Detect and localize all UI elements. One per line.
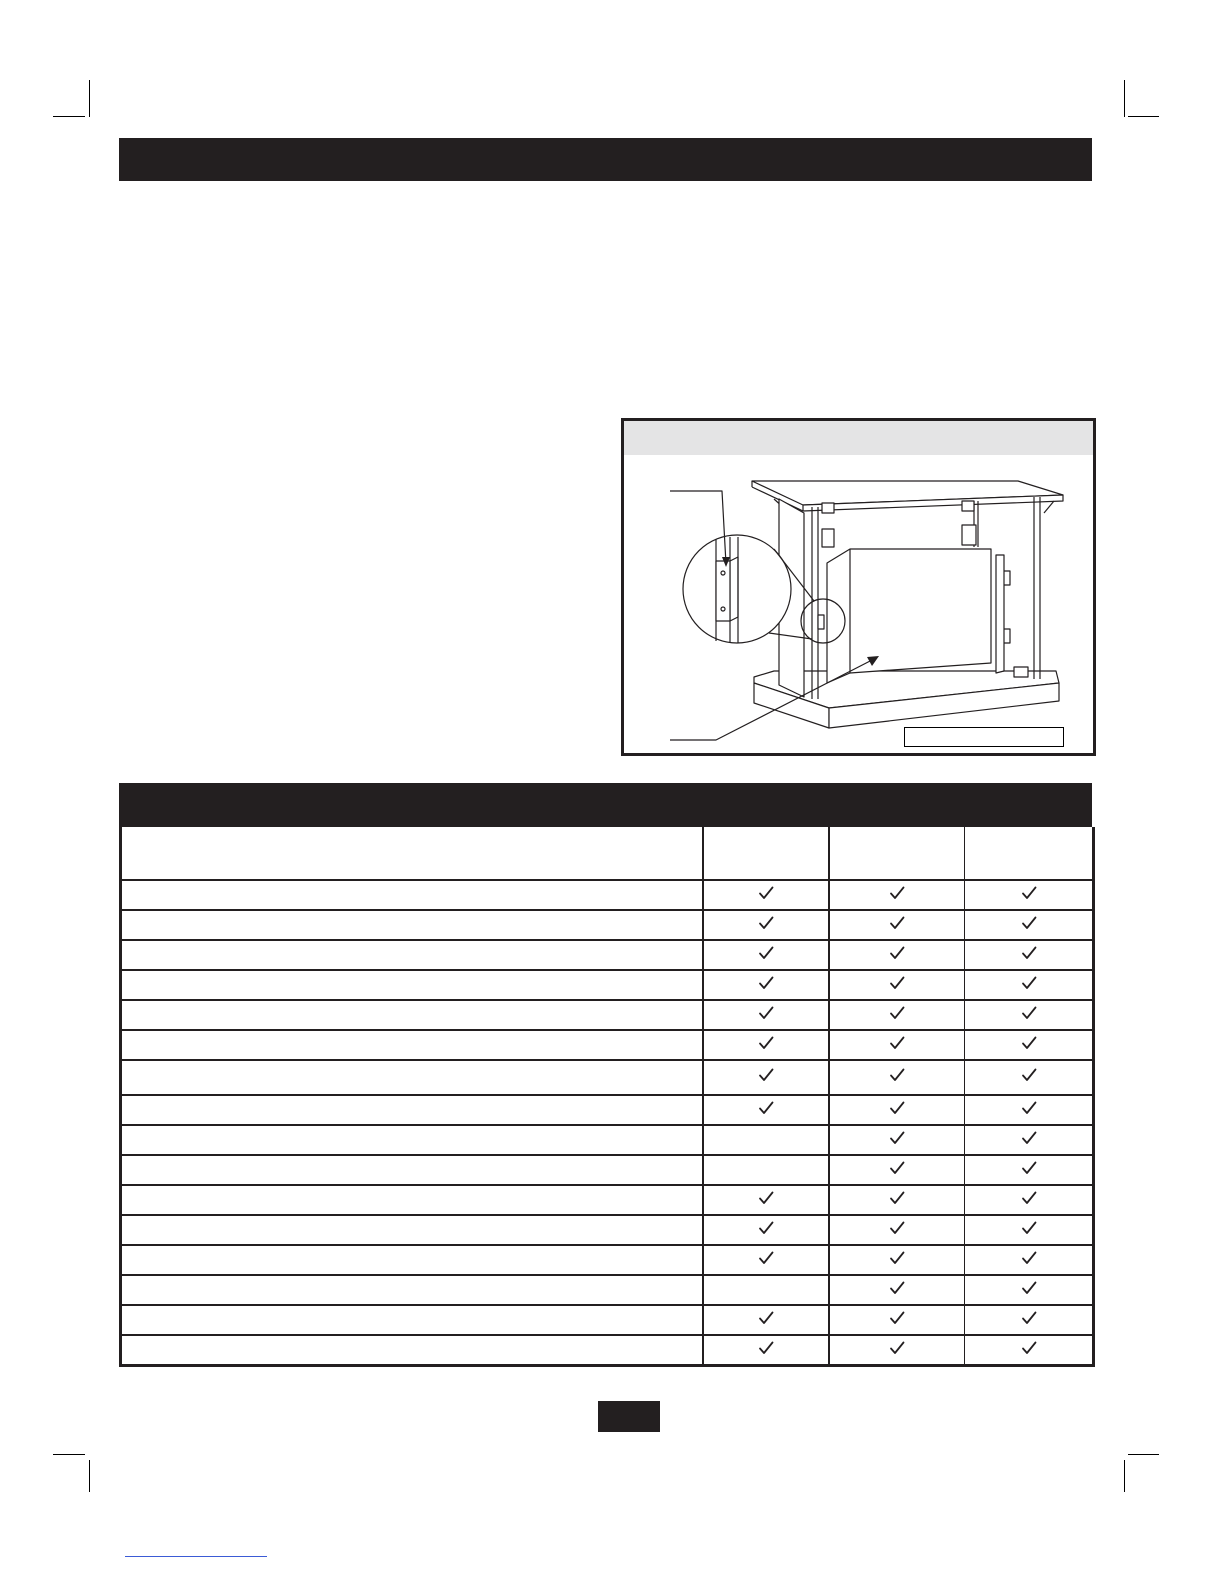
footer-link-underline[interactable] xyxy=(125,1556,267,1557)
header-model-2 xyxy=(829,827,965,880)
check-cell-model-1 xyxy=(703,1030,829,1060)
check-cell-model-3 xyxy=(965,1275,1094,1305)
checkmark-icon xyxy=(889,975,905,991)
table-row xyxy=(121,1060,1094,1095)
checkmark-icon xyxy=(1021,885,1037,901)
mounting-bracket-detail xyxy=(716,561,730,621)
feature-cell xyxy=(121,1030,703,1060)
table-row xyxy=(121,1030,1094,1060)
checkmark-icon xyxy=(758,1005,774,1021)
checkmark-icon xyxy=(1021,1035,1037,1051)
checkmark-icon xyxy=(1021,1100,1037,1116)
table-row xyxy=(121,1095,1094,1125)
checkmark-icon xyxy=(1021,1067,1037,1083)
crop-mark-top-left-v xyxy=(89,80,90,117)
check-cell-model-1 xyxy=(703,1185,829,1215)
check-cell-model-3 xyxy=(965,1245,1094,1275)
table-row xyxy=(121,1125,1094,1155)
feature-cell xyxy=(121,1215,703,1245)
feature-cell xyxy=(121,1335,703,1366)
crop-mark-top-left-h xyxy=(53,116,85,117)
feature-cell xyxy=(121,910,703,940)
checkmark-icon xyxy=(758,1190,774,1206)
checkmark-icon xyxy=(758,1250,774,1266)
header-model-1 xyxy=(703,827,829,880)
checkmark-icon xyxy=(1021,945,1037,961)
checkmark-icon xyxy=(889,1160,905,1176)
figure-panel xyxy=(621,418,1096,756)
enclosure-mounting-illustration xyxy=(624,421,1093,753)
checkmark-icon xyxy=(758,1100,774,1116)
crop-mark-bottom-left-h xyxy=(53,1454,85,1455)
check-cell-model-1 xyxy=(703,1060,829,1095)
checkmark-icon xyxy=(758,975,774,991)
check-cell-model-2 xyxy=(829,1185,965,1215)
check-cell-model-1 xyxy=(703,940,829,970)
check-cell-model-3 xyxy=(965,1060,1094,1095)
check-cell-model-1 xyxy=(703,1275,829,1305)
check-cell-model-2 xyxy=(829,940,965,970)
check-cell-model-2 xyxy=(829,1125,965,1155)
check-cell-model-2 xyxy=(829,1155,965,1185)
feature-cell xyxy=(121,940,703,970)
check-cell-model-3 xyxy=(965,1095,1094,1125)
feature-cell xyxy=(121,970,703,1000)
check-cell-model-3 xyxy=(965,1125,1094,1155)
feature-cell xyxy=(121,1125,703,1155)
feature-cell xyxy=(121,1000,703,1030)
checkmark-icon xyxy=(889,945,905,961)
header-feature xyxy=(121,827,703,880)
feature-cell xyxy=(121,1060,703,1095)
check-cell-model-1 xyxy=(703,1215,829,1245)
table-header-row xyxy=(121,827,1094,880)
check-cell-model-2 xyxy=(829,1305,965,1335)
table-row xyxy=(121,1155,1094,1185)
table-row xyxy=(121,1185,1094,1215)
checkmark-icon xyxy=(889,915,905,931)
table-row xyxy=(121,1245,1094,1275)
enclosure-box xyxy=(827,549,991,683)
checkmark-icon xyxy=(758,1220,774,1236)
check-cell-model-2 xyxy=(829,1000,965,1030)
checkmark-icon xyxy=(1021,1340,1037,1356)
check-cell-model-1 xyxy=(703,910,829,940)
table-title-bar xyxy=(119,783,1092,827)
table-row xyxy=(121,940,1094,970)
feature-cell xyxy=(121,1095,703,1125)
table-row xyxy=(121,1215,1094,1245)
check-cell-model-2 xyxy=(829,880,965,910)
check-cell-model-1 xyxy=(703,880,829,910)
check-cell-model-3 xyxy=(965,1000,1094,1030)
checkmark-icon xyxy=(758,885,774,901)
header-model-3 xyxy=(965,827,1094,880)
check-cell-model-2 xyxy=(829,1275,965,1305)
checkmark-icon xyxy=(1021,1190,1037,1206)
crop-mark-top-right-v xyxy=(1124,80,1125,117)
checkmark-icon xyxy=(1021,1005,1037,1021)
check-cell-model-2 xyxy=(829,1030,965,1060)
checkmark-icon xyxy=(1021,1280,1037,1296)
checkmark-icon xyxy=(1021,1310,1037,1326)
checkmark-icon xyxy=(758,1035,774,1051)
check-cell-model-1 xyxy=(703,1245,829,1275)
crop-mark-bottom-right-v xyxy=(1124,1460,1125,1492)
checkmark-icon xyxy=(758,1340,774,1356)
checkmark-icon xyxy=(1021,1130,1037,1146)
figure-label-box xyxy=(904,727,1064,747)
checkmark-icon xyxy=(758,915,774,931)
feature-cell xyxy=(121,1275,703,1305)
table-row xyxy=(121,1305,1094,1335)
checkmark-icon xyxy=(889,1100,905,1116)
checkmark-icon xyxy=(1021,1160,1037,1176)
check-cell-model-3 xyxy=(965,1185,1094,1215)
feature-cell xyxy=(121,880,703,910)
check-cell-model-3 xyxy=(965,1215,1094,1245)
checkmark-icon xyxy=(889,1340,905,1356)
checkmark-icon xyxy=(889,1067,905,1083)
crop-mark-bottom-right-h xyxy=(1128,1454,1159,1455)
feature-cell xyxy=(121,1245,703,1275)
check-cell-model-1 xyxy=(703,1125,829,1155)
crop-mark-top-right-h xyxy=(1128,116,1159,117)
check-cell-model-3 xyxy=(965,940,1094,970)
check-cell-model-1 xyxy=(703,1155,829,1185)
detail-callout-circle xyxy=(683,535,791,643)
page-number-badge xyxy=(598,1401,660,1432)
feature-cell xyxy=(121,1155,703,1185)
feature-cell xyxy=(121,1185,703,1215)
check-cell-model-2 xyxy=(829,1095,965,1125)
check-cell-model-3 xyxy=(965,970,1094,1000)
checkmark-icon xyxy=(889,1310,905,1326)
table-row xyxy=(121,880,1094,910)
checkmark-icon xyxy=(758,1310,774,1326)
checkmark-icon xyxy=(758,1067,774,1083)
checkmark-icon xyxy=(889,1005,905,1021)
checkmark-icon xyxy=(1021,1250,1037,1266)
check-cell-model-1 xyxy=(703,1335,829,1366)
check-cell-model-3 xyxy=(965,1305,1094,1335)
check-cell-model-1 xyxy=(703,1305,829,1335)
crop-mark-bottom-left-v xyxy=(89,1460,90,1492)
checkmark-icon xyxy=(1021,915,1037,931)
check-cell-model-3 xyxy=(965,910,1094,940)
table-row xyxy=(121,1335,1094,1366)
checkmark-icon xyxy=(889,1035,905,1051)
feature-comparison-table xyxy=(119,827,1095,1367)
section-header-bar xyxy=(119,138,1092,181)
check-cell-model-3 xyxy=(965,1335,1094,1366)
checkmark-icon xyxy=(889,1250,905,1266)
check-cell-model-2 xyxy=(829,1060,965,1095)
check-cell-model-3 xyxy=(965,880,1094,910)
check-cell-model-1 xyxy=(703,970,829,1000)
check-cell-model-3 xyxy=(965,1030,1094,1060)
checkmark-icon xyxy=(889,1130,905,1146)
table-row xyxy=(121,910,1094,940)
table-row xyxy=(121,1000,1094,1030)
checkmark-icon xyxy=(889,885,905,901)
checkmark-icon xyxy=(758,945,774,961)
check-cell-model-2 xyxy=(829,1245,965,1275)
check-cell-model-1 xyxy=(703,1095,829,1125)
checkmark-icon xyxy=(1021,975,1037,991)
check-cell-model-1 xyxy=(703,1000,829,1030)
check-cell-model-2 xyxy=(829,1215,965,1245)
checkmark-icon xyxy=(889,1220,905,1236)
checkmark-icon xyxy=(889,1280,905,1296)
feature-cell xyxy=(121,1305,703,1335)
check-cell-model-2 xyxy=(829,1335,965,1366)
table-row xyxy=(121,1275,1094,1305)
check-cell-model-3 xyxy=(965,1155,1094,1185)
checkmark-icon xyxy=(1021,1220,1037,1236)
checkmark-icon xyxy=(889,1190,905,1206)
check-cell-model-2 xyxy=(829,910,965,940)
feature-table xyxy=(119,783,1092,1367)
table-row xyxy=(121,970,1094,1000)
check-cell-model-2 xyxy=(829,970,965,1000)
